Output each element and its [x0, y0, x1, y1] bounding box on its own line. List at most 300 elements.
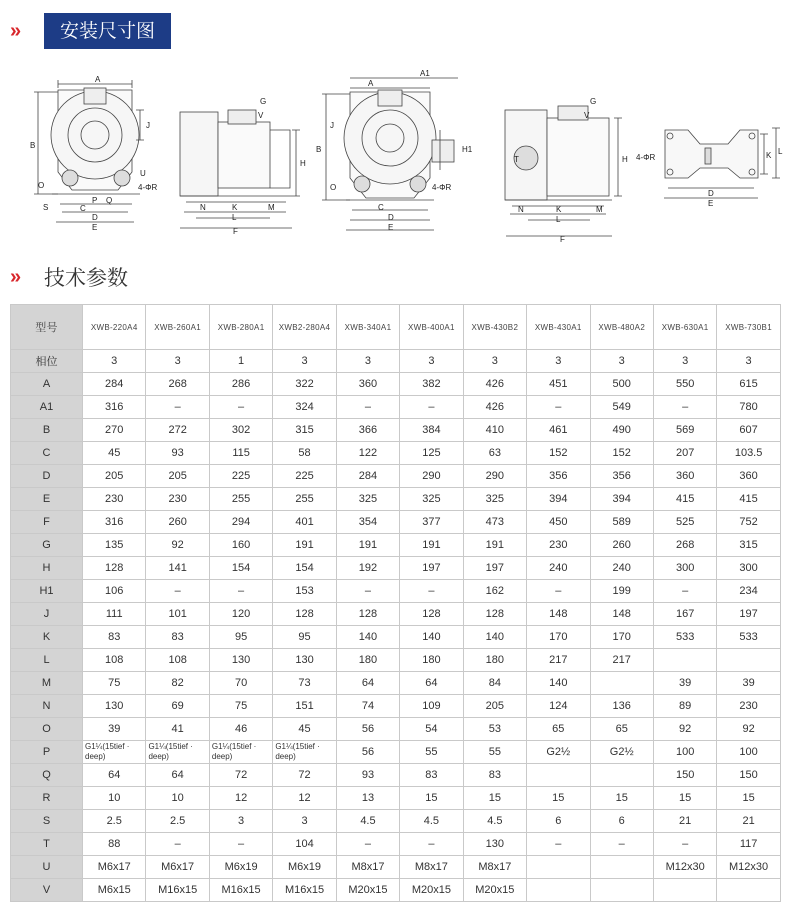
- table-cell: 106: [83, 580, 146, 603]
- table-cell: 100: [653, 741, 716, 764]
- row-label: O: [11, 718, 83, 741]
- table-cell: 268: [146, 373, 209, 396]
- table-row: [11, 511, 781, 534]
- table-cell: 286: [209, 373, 272, 396]
- row-label: S: [11, 810, 83, 833]
- table-cell: G2½: [527, 741, 590, 764]
- table-cell: G1¼(15tief · deep): [146, 741, 209, 764]
- table-cell: 197: [717, 603, 780, 626]
- table-cell: 3: [209, 810, 272, 833]
- table-cell: 260: [146, 511, 209, 534]
- installation-drawings: [0, 70, 790, 250]
- table-cell: –: [400, 396, 463, 419]
- table-cell: 4.5: [336, 810, 399, 833]
- row-label: T: [11, 833, 83, 856]
- front-view-1: [34, 80, 144, 222]
- table-cell: 3: [83, 350, 146, 373]
- label-n-1: N: [200, 203, 206, 212]
- table-cell: 302: [209, 419, 272, 442]
- label-h-1: H: [300, 159, 306, 168]
- table-cell: 360: [336, 373, 399, 396]
- table-cell: 260: [590, 534, 653, 557]
- table-cell: –: [209, 580, 272, 603]
- table-cell: M6x19: [273, 856, 336, 879]
- table-cell: 130: [209, 649, 272, 672]
- table-cell: 108: [146, 649, 209, 672]
- row-label: Q: [11, 764, 83, 787]
- table-cell: G1¼(15tief · deep): [83, 741, 146, 764]
- table-cell: 83: [400, 764, 463, 787]
- section-title-installation: 安装尺寸图: [44, 13, 171, 49]
- table-cell: 3: [653, 350, 716, 373]
- table-cell: 255: [273, 488, 336, 511]
- table-cell: 426: [463, 396, 526, 419]
- table-cell: –: [336, 833, 399, 856]
- table-cell: 130: [83, 695, 146, 718]
- table-cell: [590, 672, 653, 695]
- table-cell: 115: [209, 442, 272, 465]
- table-row: [11, 718, 781, 741]
- table-cell: 607: [717, 419, 780, 442]
- table-cell: –: [209, 396, 272, 419]
- label-e-3: E: [708, 199, 714, 208]
- table-row: [11, 396, 781, 419]
- table-cell: 377: [400, 511, 463, 534]
- chevron-marker-icon: »: [10, 19, 18, 42]
- table-cell: –: [400, 833, 463, 856]
- table-cell: 230: [527, 534, 590, 557]
- label-hole-1: 4-ΦR: [138, 183, 158, 192]
- table-cell: 140: [400, 626, 463, 649]
- table-cell: –: [146, 396, 209, 419]
- table-cell: 191: [400, 534, 463, 557]
- side-view-2: [505, 106, 622, 236]
- table-cell: 150: [653, 764, 716, 787]
- table-cell: 15: [590, 787, 653, 810]
- table-cell: 128: [336, 603, 399, 626]
- side-view-1: [180, 110, 300, 228]
- table-cell: 170: [590, 626, 653, 649]
- table-cell: 225: [273, 465, 336, 488]
- table-cell: 21: [717, 810, 780, 833]
- table-cell: M12x30: [717, 856, 780, 879]
- table-cell: –: [209, 833, 272, 856]
- label-m-1: M: [268, 203, 275, 212]
- table-cell: 128: [463, 603, 526, 626]
- table-cell: 84: [463, 672, 526, 695]
- table-cell: 167: [653, 603, 716, 626]
- table-cell: –: [653, 833, 716, 856]
- table-cell: 4.5: [463, 810, 526, 833]
- table-cell: 162: [463, 580, 526, 603]
- label-k-3: K: [766, 151, 772, 160]
- table-cell: 150: [717, 764, 780, 787]
- label-j-2: J: [330, 121, 334, 130]
- model-header: XWB2-280A4: [273, 305, 336, 350]
- table-row: [11, 695, 781, 718]
- table-cell: 316: [83, 396, 146, 419]
- table-cell: 230: [83, 488, 146, 511]
- table-cell: 152: [527, 442, 590, 465]
- row-label: E: [11, 488, 83, 511]
- table-cell: 450: [527, 511, 590, 534]
- table-cell: 95: [209, 626, 272, 649]
- table-cell: 73: [273, 672, 336, 695]
- table-cell: 39: [653, 672, 716, 695]
- table-cell: 3: [400, 350, 463, 373]
- label-p-1: P: [92, 196, 98, 205]
- table-cell: 141: [146, 557, 209, 580]
- label-s-1: S: [43, 203, 49, 212]
- table-cell: 58: [273, 442, 336, 465]
- table-row: [11, 764, 781, 787]
- table-cell: M20x15: [463, 879, 526, 902]
- table-cell: 130: [273, 649, 336, 672]
- table-row: [11, 488, 781, 511]
- table-cell: 170: [527, 626, 590, 649]
- row-label: V: [11, 879, 83, 902]
- table-row: [11, 350, 781, 373]
- label-h-2: H: [622, 155, 628, 164]
- label-d-2: D: [388, 213, 394, 222]
- section-title-specs: 技术参数: [44, 266, 128, 290]
- table-cell: [717, 649, 780, 672]
- table-row: [11, 442, 781, 465]
- table-row: [11, 557, 781, 580]
- table-cell: 135: [83, 534, 146, 557]
- table-cell: 111: [83, 603, 146, 626]
- table-cell: 205: [463, 695, 526, 718]
- table-cell: 45: [83, 442, 146, 465]
- table-cell: 65: [527, 718, 590, 741]
- table-cell: 56: [336, 718, 399, 741]
- table-cell: –: [400, 580, 463, 603]
- label-e-1: E: [92, 223, 98, 232]
- table-cell: 366: [336, 419, 399, 442]
- table-cell: 394: [527, 488, 590, 511]
- table-cell: 410: [463, 419, 526, 442]
- table-cell: 83: [146, 626, 209, 649]
- table-cell: 199: [590, 580, 653, 603]
- table-cell: 240: [527, 557, 590, 580]
- table-cell: 124: [527, 695, 590, 718]
- label-g-2: G: [590, 97, 597, 106]
- table-cell: 1: [209, 350, 272, 373]
- table-cell: 95: [273, 626, 336, 649]
- table-cell: 394: [590, 488, 653, 511]
- table-cell: 140: [336, 626, 399, 649]
- table-cell: 294: [209, 511, 272, 534]
- header-label: 型号: [11, 305, 83, 350]
- table-cell: 72: [209, 764, 272, 787]
- table-cell: 255: [209, 488, 272, 511]
- table-cell: 6: [590, 810, 653, 833]
- row-label: 相位: [11, 350, 83, 373]
- row-label: M: [11, 672, 83, 695]
- table-row: [11, 580, 781, 603]
- table-cell: M8x17: [400, 856, 463, 879]
- label-m-2: M: [596, 205, 603, 214]
- table-cell: 490: [590, 419, 653, 442]
- table-cell: G1¼(15tief · deep): [209, 741, 272, 764]
- table-cell: –: [590, 833, 653, 856]
- table-cell: 74: [336, 695, 399, 718]
- table-cell: 125: [400, 442, 463, 465]
- table-cell: 230: [717, 695, 780, 718]
- table-cell: 569: [653, 419, 716, 442]
- table-cell: 3: [273, 350, 336, 373]
- label-a1-2: A1: [420, 70, 430, 78]
- model-header: XWB-630A1: [653, 305, 716, 350]
- table-cell: 130: [463, 833, 526, 856]
- table-cell: 53: [463, 718, 526, 741]
- row-label: D: [11, 465, 83, 488]
- table-cell: 154: [209, 557, 272, 580]
- table-cell: [653, 649, 716, 672]
- table-cell: 153: [273, 580, 336, 603]
- table-cell: [590, 856, 653, 879]
- label-l-3: L: [778, 147, 783, 156]
- table-cell: 3: [463, 350, 526, 373]
- table-cell: 315: [273, 419, 336, 442]
- table-cell: M16x15: [209, 879, 272, 902]
- table-row: [11, 672, 781, 695]
- table-cell: 128: [273, 603, 336, 626]
- table-cell: 64: [146, 764, 209, 787]
- table-cell: [653, 879, 716, 902]
- label-q-1: Q: [106, 196, 113, 205]
- table-cell: 284: [83, 373, 146, 396]
- table-cell: 92: [146, 534, 209, 557]
- table-cell: 122: [336, 442, 399, 465]
- label-k-1: K: [232, 203, 238, 212]
- table-cell: 290: [400, 465, 463, 488]
- table-cell: 533: [717, 626, 780, 649]
- label-hole-3: 4-ΦR: [636, 153, 656, 162]
- table-cell: 46: [209, 718, 272, 741]
- table-cell: 120: [209, 603, 272, 626]
- table-cell: 324: [273, 396, 336, 419]
- table-row: [11, 626, 781, 649]
- table-cell: 589: [590, 511, 653, 534]
- table-cell: 69: [146, 695, 209, 718]
- table-cell: 284: [336, 465, 399, 488]
- spec-table: [10, 304, 781, 902]
- table-cell: M6x17: [83, 856, 146, 879]
- table-cell: 92: [653, 718, 716, 741]
- table-row: [11, 419, 781, 442]
- row-label: A1: [11, 396, 83, 419]
- table-row: [11, 787, 781, 810]
- table-cell: 426: [463, 373, 526, 396]
- table-cell: 780: [717, 396, 780, 419]
- row-label: G: [11, 534, 83, 557]
- table-cell: 13: [336, 787, 399, 810]
- label-u-1: U: [140, 169, 146, 178]
- table-row: [11, 649, 781, 672]
- table-cell: 415: [653, 488, 716, 511]
- table-cell: G2½: [590, 741, 653, 764]
- table-cell: 3: [336, 350, 399, 373]
- table-row: [11, 810, 781, 833]
- table-cell: M8x17: [336, 856, 399, 879]
- table-cell: 3: [273, 810, 336, 833]
- table-row: [11, 603, 781, 626]
- label-e-2: E: [388, 223, 394, 232]
- table-cell: 415: [717, 488, 780, 511]
- row-label: L: [11, 649, 83, 672]
- table-cell: 473: [463, 511, 526, 534]
- table-cell: –: [527, 833, 590, 856]
- row-label: H: [11, 557, 83, 580]
- row-label: B: [11, 419, 83, 442]
- table-cell: 205: [146, 465, 209, 488]
- table-cell: 128: [400, 603, 463, 626]
- model-header: XWB-220A4: [83, 305, 146, 350]
- label-k-2: K: [556, 205, 562, 214]
- table-row: [11, 833, 781, 856]
- row-label: J: [11, 603, 83, 626]
- table-cell: 615: [717, 373, 780, 396]
- table-cell: 191: [463, 534, 526, 557]
- table-cell: 217: [527, 649, 590, 672]
- table-cell: 83: [463, 764, 526, 787]
- table-cell: 64: [336, 672, 399, 695]
- row-label: K: [11, 626, 83, 649]
- table-cell: [527, 764, 590, 787]
- table-cell: 15: [400, 787, 463, 810]
- table-cell: 325: [336, 488, 399, 511]
- table-cell: 207: [653, 442, 716, 465]
- table-body: [11, 350, 781, 902]
- table-cell: 290: [463, 465, 526, 488]
- row-label: N: [11, 695, 83, 718]
- model-header: XWB-430B2: [463, 305, 526, 350]
- table-cell: G1¼(15tief · deep): [273, 741, 336, 764]
- label-v-2: V: [584, 111, 590, 120]
- table-cell: 356: [527, 465, 590, 488]
- table-cell: 56: [336, 741, 399, 764]
- chevron-marker-icon: »: [10, 265, 18, 288]
- table-cell: 64: [83, 764, 146, 787]
- table-cell: 100: [717, 741, 780, 764]
- table-cell: 325: [463, 488, 526, 511]
- label-b-1: B: [30, 141, 36, 150]
- table-cell: 148: [527, 603, 590, 626]
- table-cell: 197: [400, 557, 463, 580]
- table-cell: 300: [653, 557, 716, 580]
- section-header-specs: [10, 258, 128, 296]
- table-cell: M16x15: [273, 879, 336, 902]
- row-label: R: [11, 787, 83, 810]
- table-cell: 89: [653, 695, 716, 718]
- label-l-2: L: [556, 215, 561, 224]
- table-cell: 315: [717, 534, 780, 557]
- table-row: [11, 373, 781, 396]
- table-cell: 549: [590, 396, 653, 419]
- table-cell: 451: [527, 373, 590, 396]
- table-cell: 154: [273, 557, 336, 580]
- table-cell: 270: [83, 419, 146, 442]
- table-cell: 550: [653, 373, 716, 396]
- table-cell: 117: [717, 833, 780, 856]
- table-cell: 21: [653, 810, 716, 833]
- table-cell: 15: [717, 787, 780, 810]
- label-a-1: A: [95, 75, 101, 84]
- model-header: XWB-280A1: [209, 305, 272, 350]
- table-cell: 382: [400, 373, 463, 396]
- table-cell: 104: [273, 833, 336, 856]
- label-o-1: O: [38, 181, 45, 190]
- table-cell: 65: [590, 718, 653, 741]
- table-cell: 83: [83, 626, 146, 649]
- table-cell: [717, 879, 780, 902]
- table-row: [11, 465, 781, 488]
- table-cell: 93: [336, 764, 399, 787]
- table-cell: 109: [400, 695, 463, 718]
- table-cell: 3: [527, 350, 590, 373]
- table-cell: 300: [717, 557, 780, 580]
- table-cell: 3: [717, 350, 780, 373]
- label-f-2: F: [560, 235, 565, 244]
- row-label: H1: [11, 580, 83, 603]
- base-plate-view: [664, 128, 780, 198]
- table-cell: M20x15: [336, 879, 399, 902]
- table-cell: 136: [590, 695, 653, 718]
- row-label: A: [11, 373, 83, 396]
- row-label: C: [11, 442, 83, 465]
- row-label: F: [11, 511, 83, 534]
- table-cell: 63: [463, 442, 526, 465]
- table-cell: 151: [273, 695, 336, 718]
- table-cell: 101: [146, 603, 209, 626]
- table-cell: 140: [463, 626, 526, 649]
- table-row: [11, 856, 781, 879]
- section-header-installation: [10, 12, 171, 50]
- table-cell: 39: [717, 672, 780, 695]
- table-cell: 2.5: [83, 810, 146, 833]
- table-cell: –: [146, 833, 209, 856]
- table-cell: [527, 856, 590, 879]
- table-cell: 234: [717, 580, 780, 603]
- label-c-1: C: [80, 204, 86, 213]
- table-cell: 205: [83, 465, 146, 488]
- table-cell: 54: [400, 718, 463, 741]
- table-cell: 75: [209, 695, 272, 718]
- table-cell: 70: [209, 672, 272, 695]
- model-header: XWB-260A1: [146, 305, 209, 350]
- label-f-1: F: [233, 227, 238, 236]
- table-cell: [590, 879, 653, 902]
- table-cell: 55: [463, 741, 526, 764]
- table-cell: 3: [146, 350, 209, 373]
- table-cell: M8x17: [463, 856, 526, 879]
- table-cell: 240: [590, 557, 653, 580]
- table-cell: [527, 879, 590, 902]
- table-row: [11, 741, 781, 764]
- table-cell: –: [527, 580, 590, 603]
- table-cell: 360: [653, 465, 716, 488]
- label-v-1: V: [258, 111, 264, 120]
- table-cell: 354: [336, 511, 399, 534]
- front-view-2: [322, 78, 458, 230]
- table-cell: 3: [590, 350, 653, 373]
- table-row: [11, 534, 781, 557]
- label-a-2: A: [368, 79, 374, 88]
- model-header: XWB-400A1: [400, 305, 463, 350]
- table-row: [11, 879, 781, 902]
- label-b-2: B: [316, 145, 322, 154]
